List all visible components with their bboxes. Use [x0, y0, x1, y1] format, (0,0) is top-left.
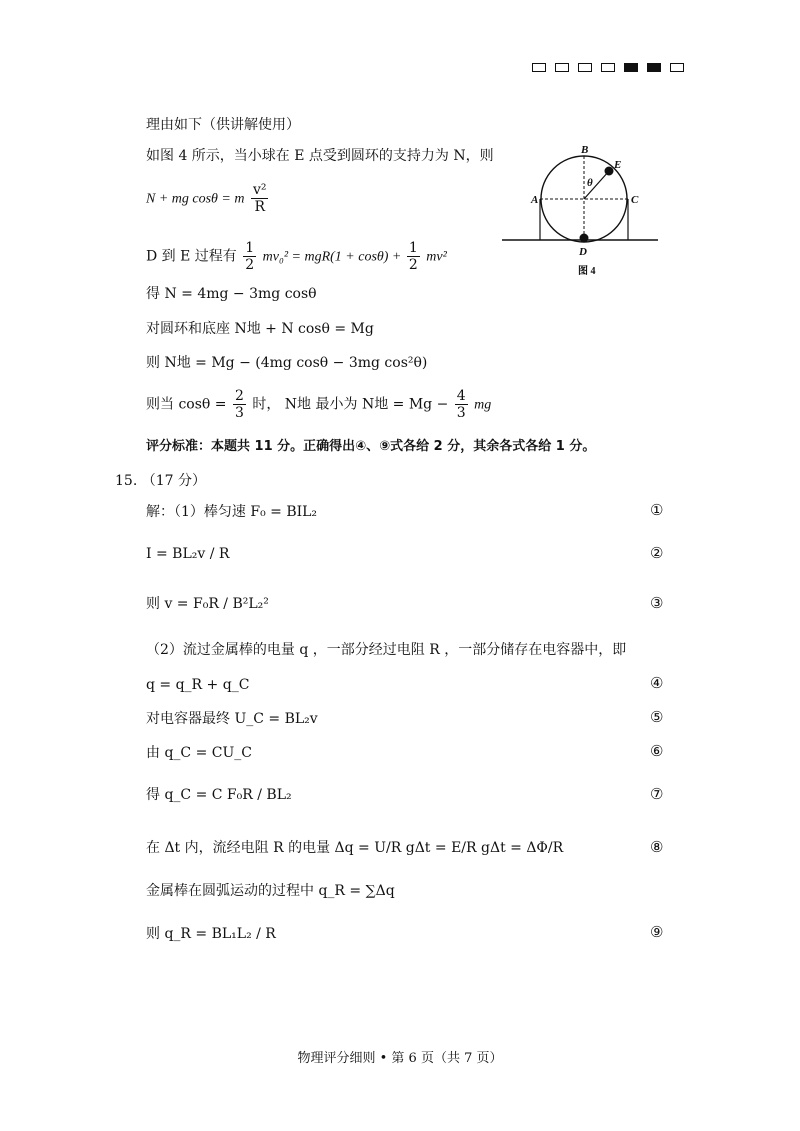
header-square [578, 63, 592, 72]
equation-6 [146, 388, 491, 421]
q15-line-4: （2）流过金属棒的电量 q ，一部分经过电阻 R ，一部分储存在电容器中，即 [146, 642, 627, 658]
label-d: D [579, 246, 587, 258]
ball-d [580, 234, 589, 243]
q15-line-8: 得 q_C = C F₀R / BL₂ [146, 787, 292, 803]
header-square [555, 63, 569, 72]
label-c: C [631, 194, 639, 206]
eq6-fraction-1 [233, 388, 246, 421]
equation-5: 则 N地 = Mg − (4mg cosθ − 3mg cos²θ) [146, 355, 428, 371]
label-a: A [531, 194, 539, 206]
equation-4: 对圆环和底座 N地 + N cosθ = Mg [146, 321, 374, 337]
q15-line-5: q = q_R + q_C [146, 677, 250, 693]
ball-e [605, 167, 614, 176]
eq2-prefix: D 到 E 过程有 [146, 248, 237, 265]
eq6-prefix: 则当 cosθ = [146, 396, 231, 413]
q15-line-2: I = BL₂v / R [146, 546, 230, 562]
eq6-end: mg [474, 397, 492, 413]
mark-1: ① [650, 501, 664, 519]
eq2-mid2: mv² [426, 249, 447, 265]
eq2-half2-den: 2 [408, 257, 418, 273]
mark-7: ⑦ [650, 785, 664, 803]
eq6-den: 3 [234, 405, 244, 421]
eq2-mid1: mv₀² = mgR(1 + cosθ) + [262, 249, 405, 265]
header-square-filled [624, 63, 638, 72]
figure-caption: 图 4 [578, 266, 596, 277]
figure-4-ring-diagram [500, 138, 660, 298]
q15-line-11: 则 q_R = BL₁L₂ / R [146, 926, 276, 942]
header-square [670, 63, 684, 72]
eq1-num: v² [252, 182, 267, 198]
reason-title: 理由如下（供讲解使用） [146, 117, 300, 133]
q15-line-7: 由 q_C = CU_C [146, 745, 252, 761]
mark-4: ④ [650, 674, 664, 692]
intro-text: 如图 4 所示，当小球在 E 点受到圆环的支持力为 N，则 [146, 148, 494, 164]
mark-6: ⑥ [650, 742, 664, 760]
scoring-standard: 评分标准：本题共 11 分。正确得出④、⑨式各给 2 分，其余各式各给 1 分。 [146, 439, 596, 454]
equation-2 [146, 240, 447, 273]
q15-line-6: 对电容器最终 U_C = BL₂v [146, 711, 318, 727]
page-footer: 物理评分细则 • 第 6 页（共 7 页） [297, 1051, 503, 1066]
eq1-left: N + mg cosθ = m [146, 191, 245, 207]
eq6-num: 2 [234, 388, 244, 404]
eq2-half2-num: 1 [408, 240, 418, 256]
q15-line-10: 金属棒在圆弧运动的过程中 q_R = ∑Δq [146, 883, 395, 899]
q15-line-3: 则 v = F₀R / B²L₂² [146, 596, 269, 612]
eq2-half-den: 2 [245, 257, 255, 273]
label-theta: θ [587, 177, 593, 189]
eq6-num2: 4 [456, 388, 466, 404]
question-15-heading [115, 470, 206, 490]
question-points: （17 分） [141, 473, 206, 489]
header-square-filled [647, 63, 661, 72]
label-e: E [614, 159, 622, 171]
eq2-half-1 [243, 240, 256, 273]
mark-8: ⑧ [650, 838, 664, 856]
equation-1 [146, 182, 270, 215]
eq2-half-num: 1 [245, 240, 255, 256]
header-square [601, 63, 615, 72]
q15-line-1: 解：（1）棒匀速 F₀ = BIL₂ [146, 504, 318, 520]
label-b: B [581, 144, 589, 156]
eq1-fraction [251, 182, 269, 215]
eq2-half-2 [407, 240, 420, 273]
mark-3: ③ [650, 594, 664, 612]
eq1-den: R [254, 199, 265, 215]
eq6-mid: 时， N地 最小为 N地 = Mg − [252, 396, 453, 413]
q15-line-9: 在 Δt 内，流经电阻 R 的电量 Δq = U/R gΔt = E/R gΔt = ΔΦ/R [146, 840, 564, 856]
equation-3: 得 N = 4mg − 3mg cosθ [146, 286, 317, 302]
header-square [532, 63, 546, 72]
eq6-den2: 3 [456, 405, 466, 421]
question-number: 15. [115, 473, 138, 489]
mark-5: ⑤ [650, 708, 664, 726]
eq6-fraction-2 [455, 388, 468, 421]
mark-9: ⑨ [650, 923, 664, 941]
mark-2: ② [650, 544, 664, 562]
